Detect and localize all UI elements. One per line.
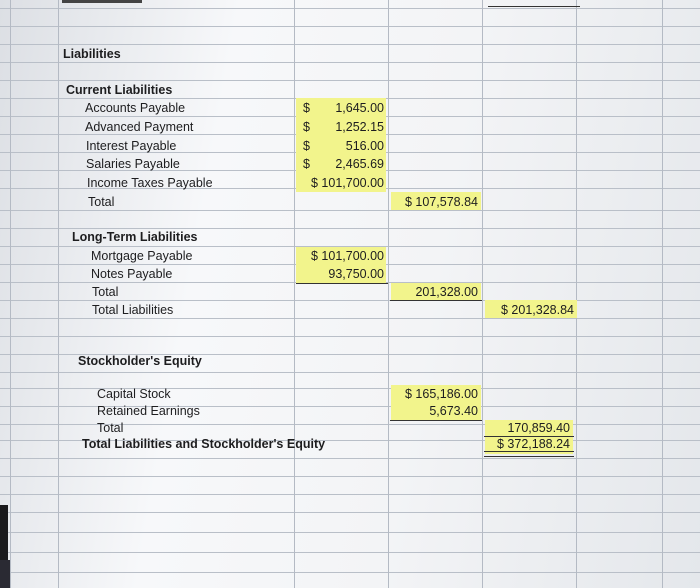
- advanced-payment-value: 1,252.15: [335, 120, 384, 134]
- grid-line: [58, 0, 59, 588]
- grid-line: [0, 300, 700, 301]
- grid-line: [0, 458, 700, 459]
- currency-sign: $: [303, 139, 310, 153]
- grid-line: [0, 80, 700, 81]
- cell-underline: [390, 420, 482, 421]
- grid-line: [10, 0, 11, 588]
- grid-line: [0, 572, 700, 573]
- salaries-payable-value: 2,465.69: [335, 157, 384, 171]
- retained-earnings-value: 5,673.40: [429, 404, 478, 418]
- current-total-value: $ 107,578.84: [405, 195, 478, 209]
- grid-line: [0, 62, 700, 63]
- grid-line: [0, 26, 700, 27]
- income-taxes-payable-label: Income Taxes Payable: [87, 176, 213, 190]
- grid-line: [0, 494, 700, 495]
- grid-line: [0, 44, 700, 45]
- grid-line: [0, 476, 700, 477]
- long-term-total-label: Total: [92, 285, 119, 299]
- current-liabilities-heading: Current Liabilities: [66, 83, 173, 97]
- capital-stock-value: $ 165,186.00: [405, 387, 478, 401]
- device-edge: [0, 560, 10, 588]
- total-liabilities-value: $ 201,328.84: [501, 303, 574, 317]
- liabilities-heading: Liabilities: [63, 47, 121, 61]
- total-liabilities-label: Total Liabilities: [92, 303, 174, 317]
- grand-total-value: $ 372,188.24: [497, 437, 570, 451]
- grid-line: [0, 372, 700, 373]
- currency-sign: $: [303, 101, 310, 115]
- double-underline: [484, 451, 574, 457]
- salaries-payable-label: Salaries Payable: [86, 157, 180, 171]
- interest-payable-value: 516.00: [345, 139, 384, 153]
- grid-line: [0, 512, 700, 513]
- long-term-liabilities-heading: Long-Term Liabilities: [72, 230, 198, 244]
- advanced-payment-label: Advanced Payment: [85, 120, 194, 134]
- equity-total-value: 170,859.40: [507, 421, 570, 435]
- mortgage-payable-label: Mortgage Payable: [91, 249, 193, 263]
- grid-line: [294, 0, 295, 588]
- accounts-payable-value: 1,645.00: [335, 101, 384, 115]
- cell-underline: [488, 6, 580, 7]
- retained-earnings-label: Retained Earnings: [97, 404, 200, 418]
- grid-line: [0, 532, 700, 533]
- interest-payable-label: Interest Payable: [86, 139, 177, 153]
- notes-payable-label: Notes Payable: [91, 267, 173, 281]
- cell-underline: [296, 283, 388, 284]
- long-term-total-value: 201,328.00: [415, 285, 478, 299]
- notes-payable-value: 93,750.00: [328, 267, 384, 281]
- grid-line: [0, 336, 700, 337]
- mortgage-payable-value: $ 101,700.00: [311, 249, 384, 263]
- grid-line: [662, 0, 663, 588]
- grid-line: [576, 0, 577, 588]
- grand-total-label: Total Liabilities and Stockholder's Equity: [82, 437, 326, 451]
- current-total-label: Total: [88, 195, 115, 209]
- grid-line: [0, 318, 700, 319]
- cell-underline: [390, 300, 482, 301]
- grid-line: [0, 552, 700, 553]
- income-taxes-payable-value: $ 101,700.00: [311, 176, 384, 190]
- cut-off-text: [62, 0, 142, 3]
- grid-line: [0, 210, 700, 211]
- grid-line: [482, 0, 483, 588]
- currency-sign: $: [303, 120, 310, 134]
- equity-total-label: Total: [97, 421, 124, 435]
- grid-line: [0, 228, 700, 229]
- currency-sign: $: [303, 157, 310, 171]
- capital-stock-label: Capital Stock: [97, 387, 171, 401]
- grid-line: [0, 8, 700, 9]
- grid-line: [388, 0, 389, 588]
- stockholders-equity-heading: Stockholder's Equity: [78, 354, 202, 368]
- accounts-payable-label: Accounts Payable: [85, 101, 186, 115]
